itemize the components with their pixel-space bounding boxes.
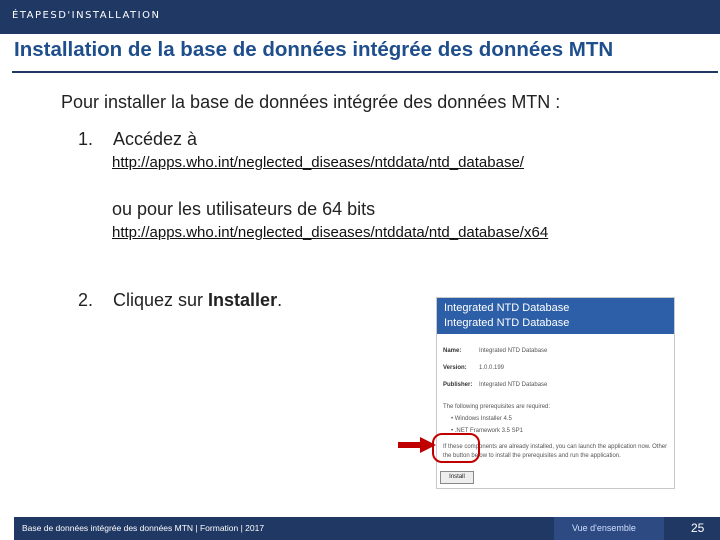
step-1-alt-text: ou pour les utilisateurs de 64 bits [112, 199, 376, 219]
red-arrow-icon [398, 437, 436, 453]
step-2-number: 2. [78, 290, 94, 310]
install-highlight-circle [432, 433, 480, 463]
footer-nav-overview[interactable] [554, 517, 664, 540]
step-1-text: Accédez à [113, 129, 198, 149]
screenshot-prereq-item: • Windows Installer 4.5 [451, 416, 512, 422]
footer-bar [14, 517, 720, 540]
screenshot-header [437, 298, 674, 334]
screenshot-prereq-text: The following prerequisites are required: [443, 404, 551, 410]
screenshot-publisher-value: Integrated NTD Database [479, 382, 548, 388]
footer-nav-label: Vue d'ensemble [572, 523, 636, 533]
step-2-text-prefix: Cliquez sur [113, 290, 209, 310]
page-number: 25 [691, 521, 705, 535]
screenshot-install-button[interactable]: Install [440, 471, 474, 484]
top-bar [0, 0, 720, 34]
screenshot-version-value: 1.0.0.199 [479, 365, 505, 371]
screenshot-name-value: Integrated NTD Database [479, 348, 548, 354]
screenshot-name-label: Name: [443, 348, 462, 354]
section-label: ÉTAPESD'INSTALLATION [12, 10, 161, 21]
screenshot-warning-line-1: If these components are already installed, you can launch the application now. Other [443, 444, 668, 450]
screenshot-version-label: Version: [443, 365, 467, 371]
step-2-text [113, 290, 282, 311]
slide-title: Installation de la base de données intégrée des données MTN [14, 38, 614, 61]
screenshot-prereq-item: • .NET Framework 3.5 SP1 [451, 428, 524, 434]
screenshot-publisher-label: Publisher: [443, 382, 473, 388]
intro-text: Pour installer la base de données intégrée des données MTN : [61, 92, 561, 112]
screenshot-title-2: Integrated NTD Database [444, 317, 570, 329]
title-divider [12, 71, 718, 73]
step-2-install-keyword: Installer [208, 290, 278, 310]
step-1-number: 1. [78, 129, 94, 149]
ntd-database-x64-link[interactable]: http://apps.who.int/neglected_diseases/ntddata/ntd_database/x64 [112, 224, 549, 241]
step-2-text-suffix: . [277, 290, 283, 310]
ntd-database-link[interactable]: http://apps.who.int/neglected_diseases/ntddata/ntd_database/ [112, 154, 524, 171]
screenshot-title-1: Integrated NTD Database [444, 302, 570, 314]
screenshot-warning-line-2: the button below to install the prerequisites and run the application. [443, 453, 621, 459]
footer-text: Base de données intégrée des données MTN | Formation | 2017 [22, 523, 265, 533]
